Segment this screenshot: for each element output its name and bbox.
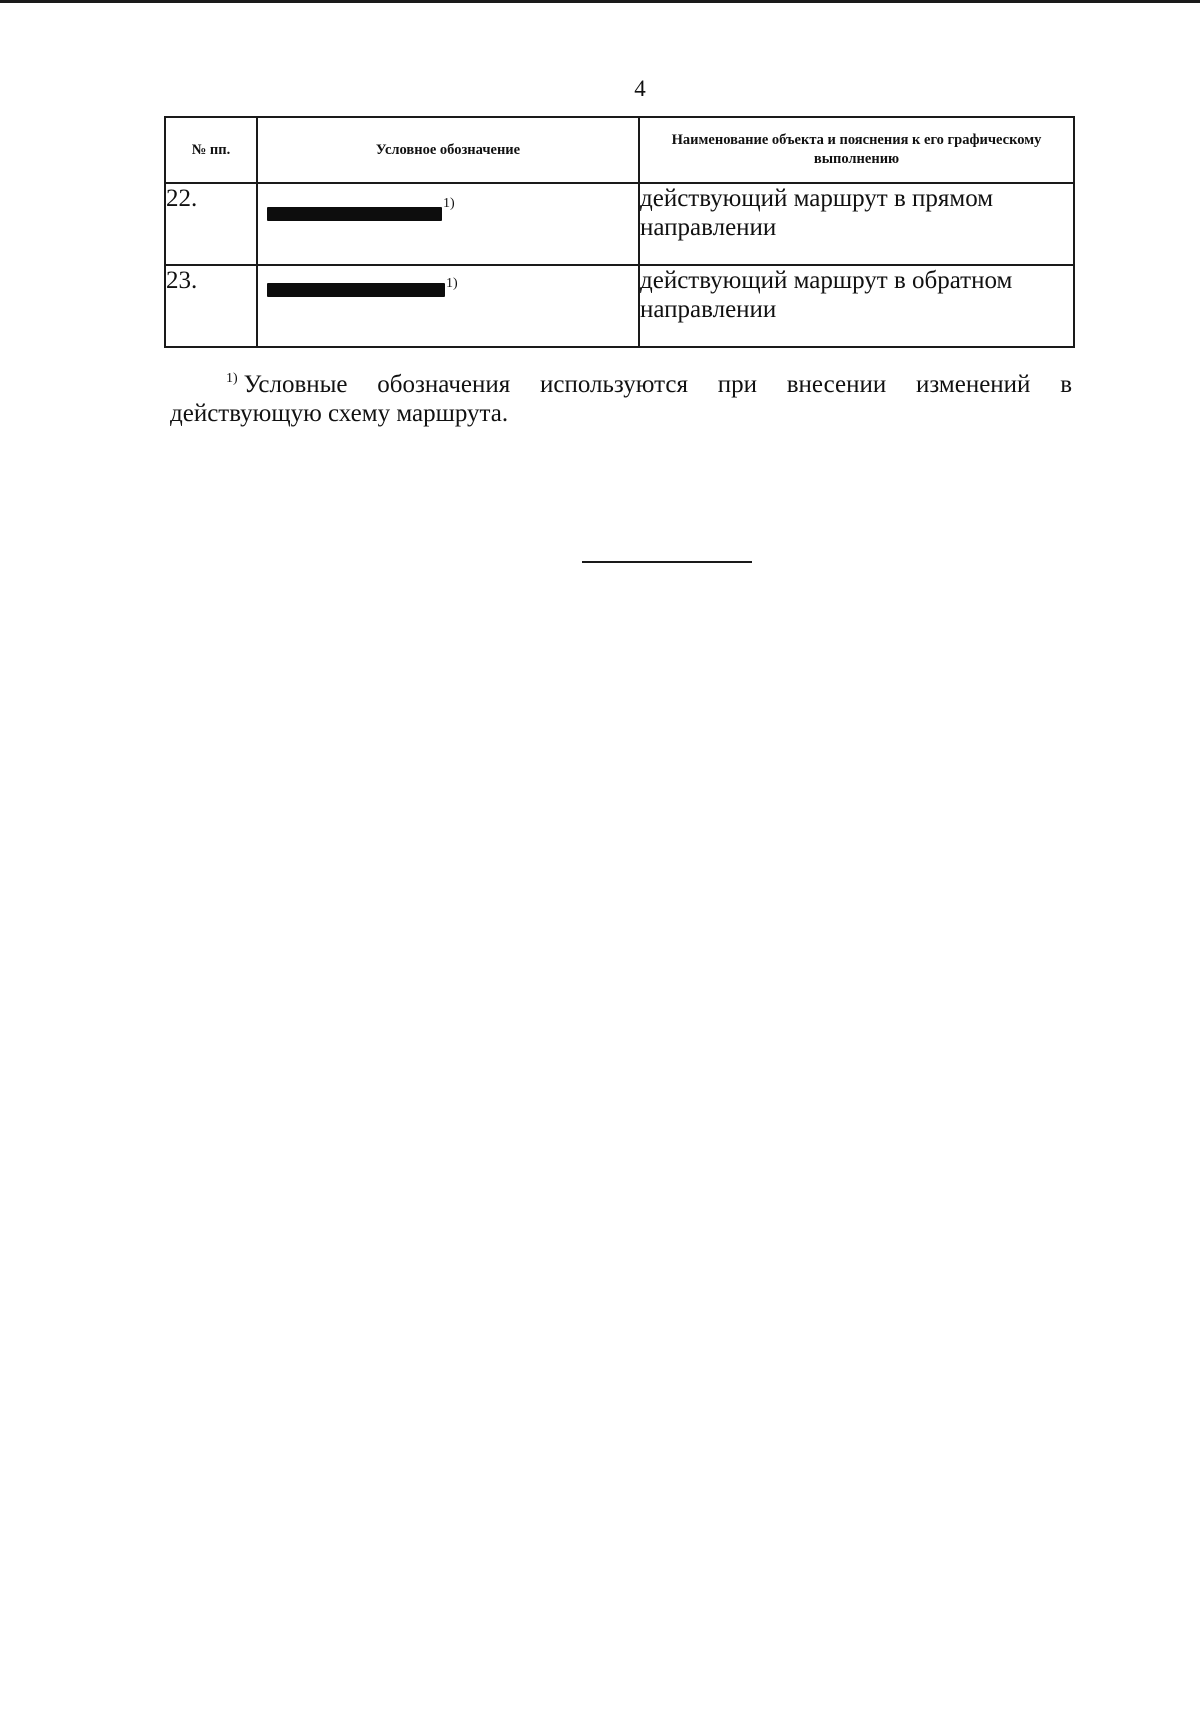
table-row bbox=[165, 265, 1074, 347]
row-symbol-cell bbox=[257, 183, 639, 265]
column-header-description: Наименование объекта и пояснения к его графическому выполнению bbox=[639, 117, 1074, 183]
page-number: 4 bbox=[634, 76, 646, 101]
closing-separator-line bbox=[582, 561, 752, 563]
row-number-cell: 22. bbox=[165, 183, 257, 265]
column-header-number: № пп. bbox=[165, 117, 257, 183]
footnote bbox=[170, 370, 1072, 428]
column-header-symbol: Условное обозначение bbox=[257, 117, 639, 183]
legend-table-header-row bbox=[165, 117, 1074, 183]
table-row bbox=[165, 183, 1074, 265]
forward-route-symbol bbox=[267, 207, 442, 221]
row-symbol-cell bbox=[257, 265, 639, 347]
footnote-mark: 1) bbox=[226, 371, 238, 386]
symbol-footnote-mark: 1) bbox=[443, 196, 455, 211]
row-description-cell: действующий маршрут в обратном направлении bbox=[639, 265, 1074, 347]
page-top-edge-rule bbox=[0, 0, 1200, 3]
reverse-route-symbol bbox=[267, 283, 445, 297]
row-description-cell: действующий маршрут в прямом направлении bbox=[639, 183, 1074, 265]
row-number-cell: 23. bbox=[165, 265, 257, 347]
footnote-text: Условные обозначения используются при внесении изменений в действующую схему маршрута. bbox=[170, 371, 1072, 427]
symbol-footnote-mark: 1) bbox=[446, 276, 458, 291]
legend-table bbox=[164, 116, 1075, 348]
